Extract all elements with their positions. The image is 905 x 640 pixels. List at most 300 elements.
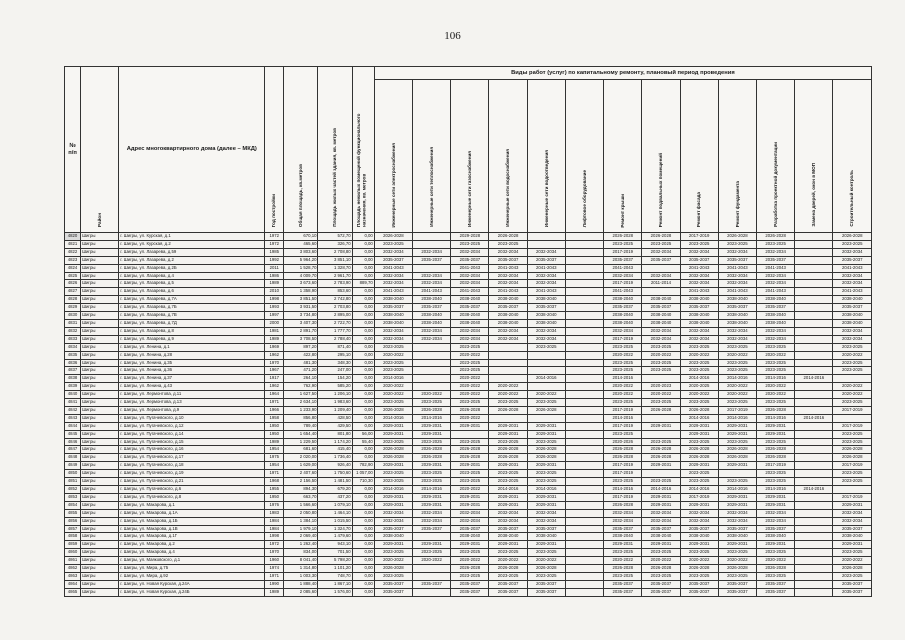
row-work-period: 2038-2040 <box>718 533 756 541</box>
row-district: Шигры <box>81 462 119 470</box>
row-work-period: 2020-2025 <box>680 383 718 391</box>
row-work-period: 2023-2025 <box>604 367 642 375</box>
row-work-period: 2035-2037 <box>527 304 565 312</box>
row-work-period: 2032-2034 <box>718 327 756 335</box>
row-number: 4839 <box>65 383 81 391</box>
row-work-period: 2020-2022 <box>718 383 756 391</box>
row-work-period <box>795 509 833 517</box>
row-work-period: 2026-2028 <box>833 454 872 462</box>
row-address: г. Шигры, ул. Новая Курская, д.24Б <box>119 588 265 596</box>
table-row <box>65 501 872 509</box>
row-work-period: 2023-2025 <box>680 572 718 580</box>
row-number: 4824 <box>65 264 81 272</box>
row-number: 4850 <box>65 470 81 478</box>
table-row <box>65 280 872 288</box>
row-work-period: 2023-2025 <box>680 549 718 557</box>
row-work-period: 2023-2025 <box>680 438 718 446</box>
row-work-period: 2032-2034 <box>374 280 412 288</box>
row-work-period: 2035-2037 <box>680 580 718 588</box>
row-year: 1967 <box>265 367 284 375</box>
row-work-period <box>642 288 680 296</box>
row-total-area: 2 085,60 <box>284 588 318 596</box>
row-work-period: 2035-2037 <box>757 580 795 588</box>
row-work-period: 2035-2037 <box>489 525 527 533</box>
row-nonresidential-area: 0,00 <box>352 367 374 375</box>
row-work-period: 2023-2025 <box>604 399 642 407</box>
row-work-period: 2032-2034 <box>374 509 412 517</box>
row-district: Шигры <box>81 335 119 343</box>
row-year: 1989 <box>265 438 284 446</box>
row-year: 1972 <box>265 240 284 248</box>
row-work-period: 2035-2037 <box>833 588 872 596</box>
row-work-period: 2035-2037 <box>718 580 756 588</box>
row-total-area: 5 964,20 <box>284 256 318 264</box>
row-work-period <box>795 430 833 438</box>
row-district: Шигры <box>81 248 119 256</box>
row-residential-area: 2 783,90 <box>318 280 352 288</box>
row-work-period: 2017-2019 <box>757 462 795 470</box>
row-work-period: 2041-2043 <box>604 288 642 296</box>
row-nonresidential-area: 0,00 <box>352 557 374 565</box>
row-work-period <box>413 240 451 248</box>
header-total-area: Общая площадь, кв.метров <box>284 67 318 233</box>
row-number: 4865 <box>65 588 81 596</box>
row-work-period: 2023-2025 <box>833 399 872 407</box>
row-work-period: 2035-2037 <box>374 588 412 596</box>
row-work-period: 2023-2025 <box>451 549 489 557</box>
row-work-period: 2017-2019 <box>604 493 642 501</box>
row-work-period <box>795 446 833 454</box>
row-total-area: 1 566,60 <box>284 501 318 509</box>
row-nonresidential-area: 0,00 <box>352 422 374 430</box>
row-work-period: 2029-2031 <box>374 493 412 501</box>
row-work-period: 2026-2028 <box>604 446 642 454</box>
row-number: 4833 <box>65 335 81 343</box>
row-year: 1972 <box>265 541 284 549</box>
row-work-period: 2023-2025 <box>374 438 412 446</box>
row-work-period: 2029-2031 <box>642 493 680 501</box>
row-work-period: 2032-2034 <box>757 248 795 256</box>
row-year: 1917 <box>265 375 284 383</box>
row-work-period: 2041-2043 <box>489 288 527 296</box>
row-work-period: 2032-2034 <box>680 335 718 343</box>
table-row <box>65 478 872 486</box>
row-work-period: 2023-2025 <box>374 367 412 375</box>
row-work-period: 2032-2034 <box>718 517 756 525</box>
table-row <box>65 572 872 580</box>
row-year: 2011 <box>265 264 284 272</box>
row-work-period: 2017-2019 <box>680 233 718 241</box>
row-district: Шигры <box>81 430 119 438</box>
row-work-period: 2032-2034 <box>718 272 756 280</box>
row-work-period: 2032-2034 <box>642 272 680 280</box>
row-work-period <box>489 414 527 422</box>
table-row <box>65 541 872 549</box>
row-nonresidential-area: 0,00 <box>352 288 374 296</box>
row-work-period: 2035-2037 <box>374 525 412 533</box>
row-district: Шигры <box>81 383 119 391</box>
row-address: г. Шигры, ул. Лермонтова, д.11 <box>119 391 265 399</box>
row-work-period: 2038-2040 <box>604 533 642 541</box>
row-work-period: 2023-2025 <box>642 478 680 486</box>
table-row <box>65 296 872 304</box>
row-work-period: 2017-2019 <box>718 406 756 414</box>
header-nonresidential-area: Площадь нежилых помещений функционального назначения, кв. метров <box>352 67 374 233</box>
row-work-period: 2035-2037 <box>718 256 756 264</box>
row-work-period: 2029-2031 <box>374 462 412 470</box>
row-residential-area: 943,10 <box>318 541 352 549</box>
row-nonresidential-area: 889,70 <box>352 280 374 288</box>
row-work-period: 2020-2022 <box>642 351 680 359</box>
row-address: г. Шигры, ул. Лермонтова, д.9 <box>119 406 265 414</box>
row-total-area: 1 314,80 <box>284 565 318 573</box>
row-total-area: 3 673,60 <box>284 280 318 288</box>
row-work-period: 2023-2025 <box>833 478 872 486</box>
row-work-period <box>489 351 527 359</box>
row-number: 4856 <box>65 517 81 525</box>
row-address: г. Шигры, ул. Лазарева, д.5 <box>119 280 265 288</box>
row-work-period: 2032-2034 <box>757 280 795 288</box>
row-district: Шигры <box>81 406 119 414</box>
row-work-period: 2032-2034 <box>833 327 872 335</box>
row-work-period: 2029-2031 <box>413 422 451 430</box>
row-work-period: 2035-2037 <box>604 580 642 588</box>
row-address: г. Шигры, ул. Лазарева, д.2Б <box>119 264 265 272</box>
row-work-period: 2023-2025 <box>757 470 795 478</box>
row-nonresidential-area: 0,00 <box>352 264 374 272</box>
row-work-period <box>565 327 603 335</box>
row-total-area: 1 979,10 <box>284 525 318 533</box>
row-work-period: 2023-2025 <box>527 343 565 351</box>
row-work-period: 2023-2025 <box>680 470 718 478</box>
row-work-period <box>565 446 603 454</box>
row-work-period: 2020-2022 <box>527 557 565 565</box>
row-residential-area: 1 481,50 <box>318 478 352 486</box>
row-work-period: 2026-2028 <box>642 406 680 414</box>
table-row <box>65 312 872 320</box>
row-address: г. Шигры, ул. Пугачевского, д.21 <box>119 478 265 486</box>
row-work-period <box>795 288 833 296</box>
row-nonresidential-area: 0,00 <box>352 351 374 359</box>
row-work-period: 2023-2025 <box>642 549 680 557</box>
row-work-period: 2014-2016 <box>374 414 412 422</box>
row-work-period: 2023-2025 <box>413 438 451 446</box>
row-number: 4845 <box>65 430 81 438</box>
row-residential-area: 1 777,70 <box>318 327 352 335</box>
row-work-period: 2023-2025 <box>413 399 451 407</box>
row-work-period: 2029-2031 <box>527 462 565 470</box>
row-district: Шигры <box>81 327 119 335</box>
row-nonresidential-area: 0,00 <box>352 517 374 525</box>
row-nonresidential-area: 782,90 <box>352 462 374 470</box>
row-work-period <box>565 272 603 280</box>
row-work-period: 2023-2025 <box>451 343 489 351</box>
row-work-period <box>565 351 603 359</box>
row-work-period <box>565 264 603 272</box>
row-work-period <box>642 375 680 383</box>
row-work-period <box>413 367 451 375</box>
row-work-period: 2038-2040 <box>489 296 527 304</box>
row-district: Шигры <box>81 272 119 280</box>
row-work-period <box>795 256 833 264</box>
row-nonresidential-area: 55,40 <box>352 438 374 446</box>
row-district: Шигры <box>81 580 119 588</box>
header-works-group: Виды работ (услуг) по капитальному ремонту, плановый период проведения <box>374 67 871 80</box>
row-address: г. Шигры, ул. Лазарева, д.7Б <box>119 304 265 312</box>
row-work-period: 2038-2040 <box>413 296 451 304</box>
row-work-period: 2035-2037 <box>413 304 451 312</box>
row-work-period: 2029-2031 <box>413 462 451 470</box>
row-work-period: 2020-2022 <box>680 391 718 399</box>
row-work-period: 2041-2043 <box>489 264 527 272</box>
row-work-period <box>795 572 833 580</box>
row-work-period: 2020-2022 <box>604 383 642 391</box>
row-work-period: 2038-2040 <box>451 312 489 320</box>
row-number: 4852 <box>65 486 81 494</box>
row-work-period: 2017-2019 <box>680 493 718 501</box>
row-nonresidential-area: 0,00 <box>352 565 374 573</box>
table-row <box>65 549 872 557</box>
row-work-period <box>795 580 833 588</box>
row-work-period: 2026-2028 <box>604 501 642 509</box>
row-district: Шигры <box>81 486 119 494</box>
row-work-period: 2014-2016 <box>680 414 718 422</box>
row-address: г. Шигры, ул. Пугачевского, д.12 <box>119 422 265 430</box>
row-work-period <box>833 486 872 494</box>
row-address: г. Шигры, ул. Ленина, д.35 <box>119 359 265 367</box>
row-work-period: 2017-2019 <box>604 335 642 343</box>
row-work-period: 2032-2034 <box>413 327 451 335</box>
row-work-period: 2038-2040 <box>527 319 565 327</box>
row-total-area: 3 708,50 <box>284 335 318 343</box>
row-residential-area: 748,70 <box>318 572 352 580</box>
row-work-period: 2038-2040 <box>642 319 680 327</box>
row-work-period <box>451 430 489 438</box>
row-work-period: 2020-2022 <box>604 391 642 399</box>
row-total-area: 1 262,40 <box>284 541 318 549</box>
row-work-period: 2035-2037 <box>527 256 565 264</box>
row-address: г. Шигры, ул. Лазарева, д.9 <box>119 335 265 343</box>
row-work-period <box>795 454 833 462</box>
row-work-period: 2035-2037 <box>413 525 451 533</box>
row-work-period <box>413 383 451 391</box>
row-work-period: 2020-2022 <box>413 557 451 565</box>
row-work-period: 2038-2040 <box>604 319 642 327</box>
row-work-period <box>795 462 833 470</box>
row-district: Шигры <box>81 343 119 351</box>
row-address: г. Шигры, ул. Лазарева, д.8 <box>119 327 265 335</box>
row-work-period: 2029-2031 <box>680 430 718 438</box>
row-work-period <box>795 272 833 280</box>
header-work-10: Разработка проектной документации <box>757 80 795 233</box>
row-work-period: 2023-2025 <box>642 572 680 580</box>
row-address: г. Шигры, ул. Мира, д.75 <box>119 565 265 573</box>
table-row <box>65 446 872 454</box>
row-number: 4844 <box>65 422 81 430</box>
row-district: Шигры <box>81 240 119 248</box>
row-number: 4834 <box>65 343 81 351</box>
row-work-period: 2032-2034 <box>527 280 565 288</box>
row-address: г. Шигры, ул. Новая Курская, д.24А <box>119 580 265 588</box>
row-work-period: 2020-2022 <box>374 383 412 391</box>
row-nonresidential-area: 0,00 <box>352 391 374 399</box>
row-work-period: 2041-2043 <box>527 264 565 272</box>
row-year: 1984 <box>265 525 284 533</box>
row-work-period: 2026-2028 <box>451 454 489 462</box>
row-work-period <box>565 406 603 414</box>
row-work-period: 2032-2034 <box>489 509 527 517</box>
row-work-period: 2014-2016 <box>527 375 565 383</box>
row-work-period: 2014-2016 <box>718 375 756 383</box>
row-work-period <box>527 240 565 248</box>
row-year: 1962 <box>265 351 284 359</box>
row-work-period: 2032-2034 <box>718 335 756 343</box>
row-work-period: 2035-2037 <box>757 525 795 533</box>
row-nonresidential-area: 0,00 <box>352 359 374 367</box>
row-total-area: 1 629,00 <box>284 462 318 470</box>
row-work-period: 2029-2031 <box>757 493 795 501</box>
row-year: 1983 <box>265 509 284 517</box>
row-work-period <box>565 256 603 264</box>
row-nonresidential-area: 1 057,00 <box>352 470 374 478</box>
row-work-period: 2014-2016 <box>604 414 642 422</box>
row-work-period: 2038-2040 <box>527 312 565 320</box>
row-work-period <box>795 557 833 565</box>
row-work-period: 2029-2031 <box>527 430 565 438</box>
row-residential-area: 701,50 <box>318 549 352 557</box>
row-residential-area: 1 328,70 <box>318 264 352 272</box>
row-work-period: 2023-2025 <box>757 572 795 580</box>
row-residential-area: 1 209,40 <box>318 406 352 414</box>
table-row <box>65 406 872 414</box>
row-work-period <box>565 549 603 557</box>
row-work-period: 2035-2037 <box>451 580 489 588</box>
row-work-period <box>565 486 603 494</box>
row-work-period <box>565 233 603 241</box>
row-residential-area: 1 324,70 <box>318 525 352 533</box>
row-work-period: 2023-2025 <box>413 470 451 478</box>
row-residential-area: 154,20 <box>318 375 352 383</box>
table-row <box>65 486 872 494</box>
row-work-period <box>795 549 833 557</box>
row-work-period: 2020-2022 <box>451 414 489 422</box>
row-district: Шигры <box>81 493 119 501</box>
row-work-period: 2035-2037 <box>642 256 680 264</box>
row-work-period: 2041-2043 <box>451 288 489 296</box>
row-work-period: 2023-2025 <box>451 359 489 367</box>
row-work-period: 2038-2040 <box>527 296 565 304</box>
row-year: 1970 <box>265 549 284 557</box>
row-district: Шигры <box>81 446 119 454</box>
header-work-0: Инженерные сети электроснабжения <box>374 80 412 233</box>
table-row <box>65 588 872 596</box>
row-work-period: 2029-2031 <box>527 422 565 430</box>
row-work-period: 2020-2022 <box>757 391 795 399</box>
row-nonresidential-area: 0,00 <box>352 240 374 248</box>
row-work-period: 2029-2031 <box>680 541 718 549</box>
row-work-period: 2026-2028 <box>757 406 795 414</box>
row-work-period: 2038-2040 <box>833 533 872 541</box>
row-year: 1997 <box>265 312 284 320</box>
row-total-area: 2 020,00 <box>284 454 318 462</box>
row-work-period: 2035-2037 <box>757 588 795 596</box>
row-work-period: 2035-2037 <box>642 588 680 596</box>
row-work-period: 2035-2037 <box>451 525 489 533</box>
row-total-area: 663,70 <box>284 493 318 501</box>
row-work-period <box>565 359 603 367</box>
row-work-period: 2014-2016 <box>489 486 527 494</box>
row-work-period: 2041-2043 <box>833 288 872 296</box>
row-work-period: 2032-2034 <box>527 335 565 343</box>
row-work-period: 2029-2031 <box>604 541 642 549</box>
row-work-period: 2023-2025 <box>642 399 680 407</box>
row-address: г. Шигры, ул. Лазарева, д.59 <box>119 248 265 256</box>
row-district: Шигры <box>81 572 119 580</box>
row-work-period <box>565 367 603 375</box>
row-total-area: 1 627,50 <box>284 391 318 399</box>
row-work-period: 2020-2022 <box>374 391 412 399</box>
row-residential-area: 2 961,70 <box>318 272 352 280</box>
row-work-period <box>565 399 603 407</box>
table-row <box>65 470 872 478</box>
row-district: Шигры <box>81 533 119 541</box>
row-work-period: 2035-2037 <box>604 256 642 264</box>
row-work-period: 2026-2028 <box>489 454 527 462</box>
row-work-period: 2032-2034 <box>718 509 756 517</box>
table-row <box>65 264 872 272</box>
row-work-period: 2032-2034 <box>451 517 489 525</box>
row-work-period: 2020-2022 <box>833 391 872 399</box>
table-row <box>65 493 872 501</box>
row-work-period: 2032-2034 <box>718 248 756 256</box>
row-year: 1989 <box>265 335 284 343</box>
header-work-9: Ремонт фундамента <box>718 80 756 233</box>
row-number: 4842 <box>65 406 81 414</box>
row-work-period <box>795 391 833 399</box>
row-work-period: 2023-2025 <box>451 478 489 486</box>
row-work-period: 2035-2037 <box>527 588 565 596</box>
row-total-area: 834,00 <box>284 549 318 557</box>
row-work-period: 2035-2037 <box>451 304 489 312</box>
row-work-period <box>489 367 527 375</box>
row-total-area: 2 156,50 <box>284 478 318 486</box>
row-residential-area: 415,40 <box>318 446 352 454</box>
row-work-period: 2026-2028 <box>757 233 795 241</box>
schedule-table <box>64 66 872 597</box>
row-work-period: 2014-2016 <box>795 375 833 383</box>
row-work-period: 2020-2022 <box>527 391 565 399</box>
row-work-period: 2035-2037 <box>680 588 718 596</box>
table-row <box>65 580 872 588</box>
row-work-period: 2023-2025 <box>451 438 489 446</box>
row-work-period: 2032-2034 <box>718 280 756 288</box>
table-row <box>65 383 872 391</box>
row-work-period <box>795 233 833 241</box>
row-address: г. Шигры, ул. Лазарева, д.4 <box>119 272 265 280</box>
header-work-5: Лифтовое оборудование <box>565 80 603 233</box>
row-address: г. Шигры, ул. Пугачевского, д.8 <box>119 493 265 501</box>
row-district: Шигры <box>81 312 119 320</box>
table-row <box>65 454 872 462</box>
row-work-period: 2029-2031 <box>527 501 565 509</box>
row-work-period: 2041-2043 <box>718 264 756 272</box>
row-work-period: 2023-2025 <box>642 367 680 375</box>
row-work-period <box>565 493 603 501</box>
row-work-period <box>795 359 833 367</box>
row-number: 4858 <box>65 533 81 541</box>
row-work-period <box>565 525 603 533</box>
row-address: г. Шигры, ул. Пугачевского, д.10 <box>119 414 265 422</box>
